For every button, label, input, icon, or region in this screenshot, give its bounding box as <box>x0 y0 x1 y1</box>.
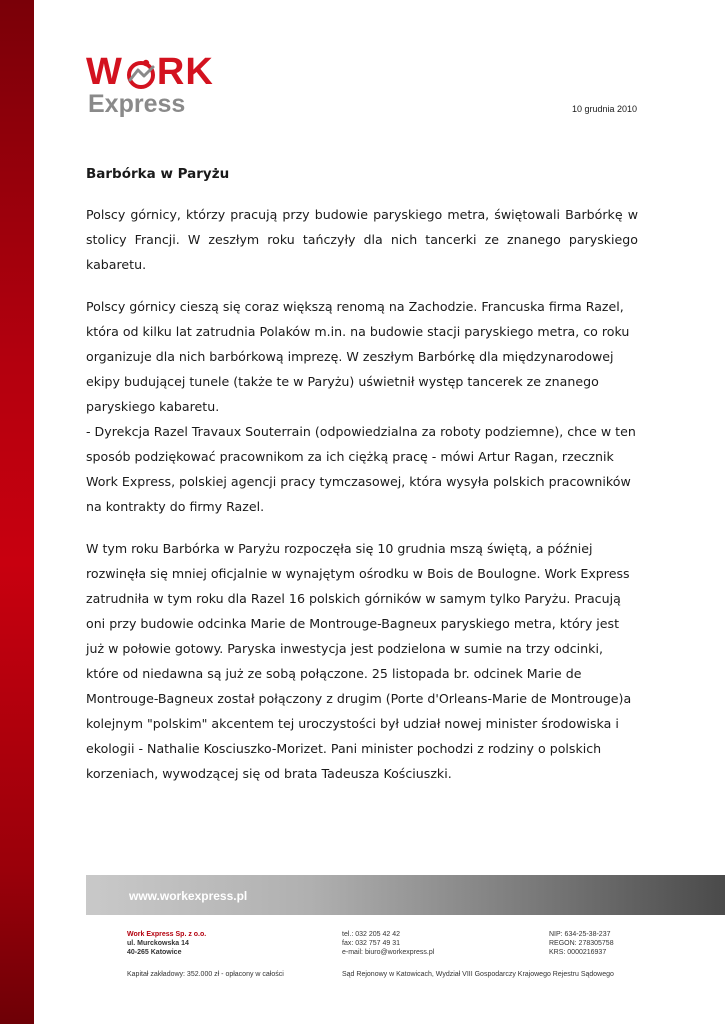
company-nip: NIP: 634-25-38-237 <box>549 931 611 938</box>
article-paragraph: Polscy górnicy cieszą się coraz większą renomą na Zachodzie. Francuska firma Razel, która od kilku lat zatrudnia Polaków m.in. na budowie stacji paryskiego metra, co roku organizuje dla nich barbórkową imprezę. W zeszłym Barbórkę dla międzynarodowej ekipy budującej tunele (także te w Paryżu) uświetnił występ tancerek ze znanego paryskiego kabaretu. <box>86 299 630 414</box>
company-logo <box>86 52 216 122</box>
footer-registry-block <box>549 930 614 957</box>
article-title: Barbórka w Paryżu <box>86 166 230 182</box>
company-phone: tel.: 032 205 42 42 <box>342 931 400 938</box>
footer-contact-block <box>342 930 434 957</box>
logo-express-text: Express <box>88 90 186 118</box>
article-paragraph: W tym roku Barbórka w Paryżu rozpoczęła się 10 grudnia mszą świętą, a później rozwinęła się mniej oficjalnie w wynajętym ośrodku w Bois de Boulogne. Work Express zatrudniła w tym roku dla Razel 16 polskich górników w samym tylko Paryżu. Pracują oni przy budowie odcinka Marie de Montrouge-Bagneux paryskiego metra, który jest już w połowie gotowy. Paryska inwestycja jest podzielona w sumie na trzy odcinki, które od niedawna są już ze sobą połączone. 25 listopada br. odcinek Marie de Montrouge-Bagneux został połączony z drugim (Porte d'Orleans-Marie de Montrouge)a kolejnym "polskim" akcentem tej uroczystości był udział nowej minister środowiska i ekologii - Nathalie Kosciuszko-Morizet. Pani minister pochodzi z rodziny o polskich korzeniach, wywodzącej się od brata Tadeusza Kościuszki. <box>86 541 632 781</box>
article <box>86 166 638 803</box>
company-name: Work Express Sp. z o.o. <box>127 931 207 938</box>
company-krs: KRS: 0000216937 <box>549 949 607 956</box>
company-city: 40-265 Katowice <box>127 949 182 956</box>
website-link[interactable]: www.workexpress.pl <box>129 889 248 903</box>
footer-banner <box>86 875 725 915</box>
logo-w-letter: W <box>86 51 123 93</box>
footer-address-block <box>127 930 206 957</box>
logo-rk-letters: RK <box>156 51 214 93</box>
article-paragraph: Polscy górnicy, którzy pracują przy budowie paryskiego metra, świętowali Barbórkę w stolicy Francji. W zeszłym roku tańczyły dla nich tancerki ze znanego paryskiego kabaretu. <box>86 207 638 272</box>
company-fax: fax: 032 757 49 31 <box>342 940 400 947</box>
company-street: ul. Murckowska 14 <box>127 940 189 947</box>
company-regon: REGON: 278305758 <box>549 940 614 947</box>
article-paragraph: - Dyrekcja Razel Travaux Souterrain (odpowiedzialna za roboty podziemne), chce w ten sposób podziękować pracownikom za ich ciężką pracę - mówi Artur Ragan, rzecznik Work Express, polskiej agencji pracy tymczasowej, która wysyła polskich pracowników na kontrakty do firmy Razel. <box>86 424 636 514</box>
company-email[interactable]: e-mail: biuro@workexpress.pl <box>342 949 435 956</box>
document-date: 10 grudnia 2010 <box>571 104 637 114</box>
share-capital-note: Kapitał zakładowy: 352.000 zł - opłacony w całości <box>127 971 284 978</box>
worker-figure-icon <box>124 58 158 92</box>
side-accent-bar <box>0 0 34 1024</box>
court-registry-note: Sąd Rejonowy w Katowicach, Wydział VIII Gospodarczy Krajowego Rejestru Sądowego <box>342 971 614 978</box>
